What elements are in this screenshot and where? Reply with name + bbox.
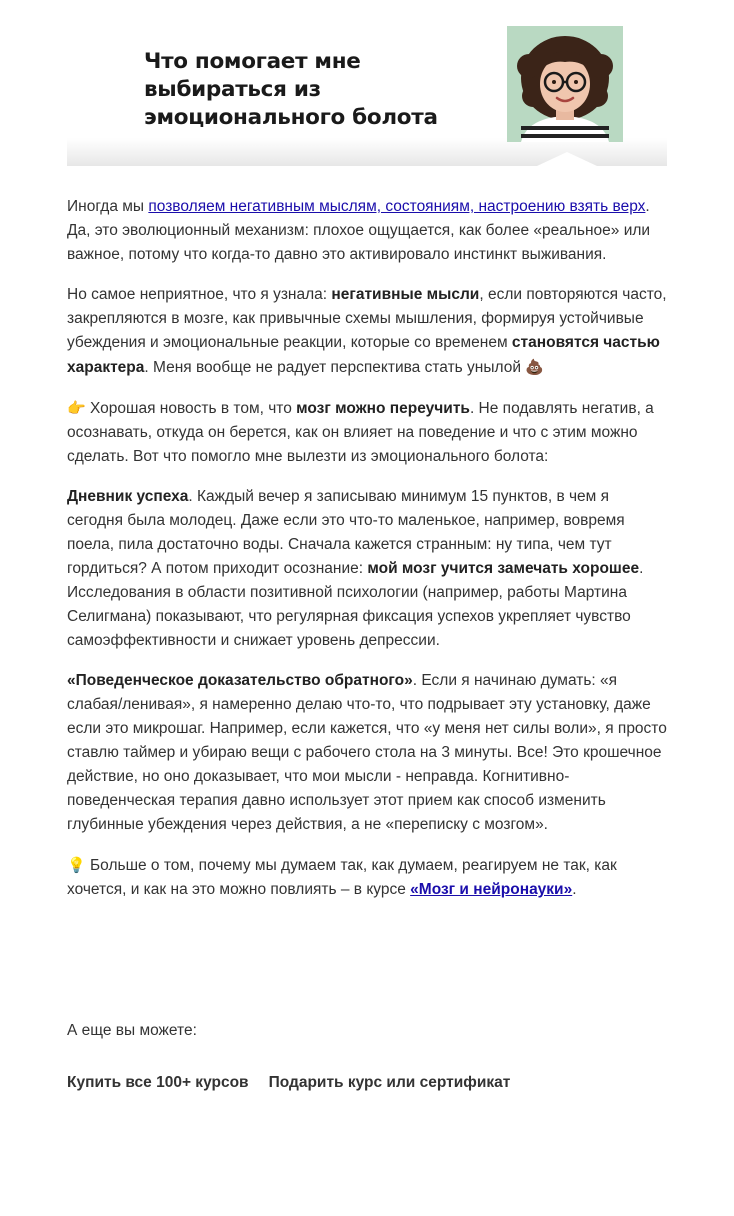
brain-course-link[interactable]: «Мозг и нейронауки» [410,881,573,898]
pointing-hand-emoji-icon: 👉 [67,399,86,417]
paragraph-text: Больше о том, почему мы думаем так, как думаем, реагируем не так, как хочется, и как на это можно повлиять – в курсе [67,857,617,898]
paragraph-intro [67,195,667,267]
email-body [67,0,667,1091]
paragraph-text: . Исследования в области позитивной психологии (например, работы Мартина Селигмана) показывают, что регулярная фиксация успехов укрепляет чувство самоэффективности и снижает уровень депрессии. [67,560,644,649]
paragraph-negative-thoughts [67,283,667,380]
banner-title-line: выбираться из [144,77,321,102]
paragraph-text: Иногда мы [67,198,149,215]
paragraph-course-promo [67,853,667,902]
paragraph-text: . Каждый вечер я записываю минимум 15 пунктов, в чем я сегодня была молодец. Даже если это что-то маленькое, например, вовремя поела, пила достаточно воды. Сначала кажется странным: ну типа, чем тут гордиться? А потом приходит осознание: [67,488,625,577]
banner-title [144,48,474,132]
paragraph-good-news [67,396,667,469]
lightbulb-emoji-icon: 💡 [67,856,86,874]
bold-text: мой мозг учится замечать хорошее [367,560,640,577]
bold-text: мозг можно переучить [296,400,470,417]
paragraph-behavioral-proof [67,669,667,837]
bold-text: становятся частью характера [67,334,660,376]
negative-thoughts-link[interactable]: позволяем негативным мыслям, состояниям, настроению взять верх [148,198,646,215]
poop-emoji-icon: 💩 [525,358,544,376]
paragraph-text: . Если я начинаю думать: «я слабая/ленивая», я намеренно делаю что-то, что подрывает эту установку, даже если это микрошаг. Например, если кажется, что «у меня нет силы воли», я просто ставлю таймер и убираю вещи с рабочего стола на 3 минуты. Все! Это крошечное действие, но оно доказывает, что мои мысли - неправда. Когнитивно-поведенческая терапия давно использует этот прием как способ изменить глубинные убеждения через действия, а не «переписку с мозгом». [67,672,667,833]
paragraph-text: . Меня вообще не радует перспектива стать унылой [144,359,526,376]
bold-text: негативные мысли [331,286,480,303]
paragraph-text: Хорошая новость в том, что [85,400,297,417]
banner-title-line: Что помогает мне [144,49,361,74]
paragraph-text: . Да, это эволюционный механизм: плохое ощущается, как более «реальное» или важное, потому что когда-то давно это активировало инстинкт выживания. [67,198,651,263]
paragraph-text: . [572,881,577,898]
header-banner [67,0,667,166]
banner-title-line: эмоционального болота [144,105,438,130]
paragraph-text: , если повторяются часто, закрепляются в мозге, как привычные схемы мышления, формируя устойчивые убеждения и эмоциональные реакции, которые со временем [67,286,667,351]
paragraph-text: . Не подавлять негатив, а осознавать, откуда он берется, как он влияет на поведение и что с этим можно сделать. Вот что помогло мне вылезти из эмоционального болота: [67,400,654,465]
banner-notch [537,152,597,166]
paragraph-success-diary [67,485,667,653]
bold-text: Дневник успеха [67,488,189,505]
paragraph-text: Но самое неприятное, что я узнала: [67,286,332,303]
footer-links-cut [67,1074,667,1091]
also-you-can-text: А еще вы можете: [67,1022,197,1039]
article-content [67,195,667,918]
gift-course-link[interactable]: Подарить курс или сертификат [268,1074,511,1091]
buy-all-courses-link[interactable]: Купить все 100+ курсов [67,1074,249,1091]
author-portrait-icon [507,26,623,142]
bold-text: «Поведенческое доказательство обратного» [67,672,413,689]
author-avatar [507,26,623,142]
